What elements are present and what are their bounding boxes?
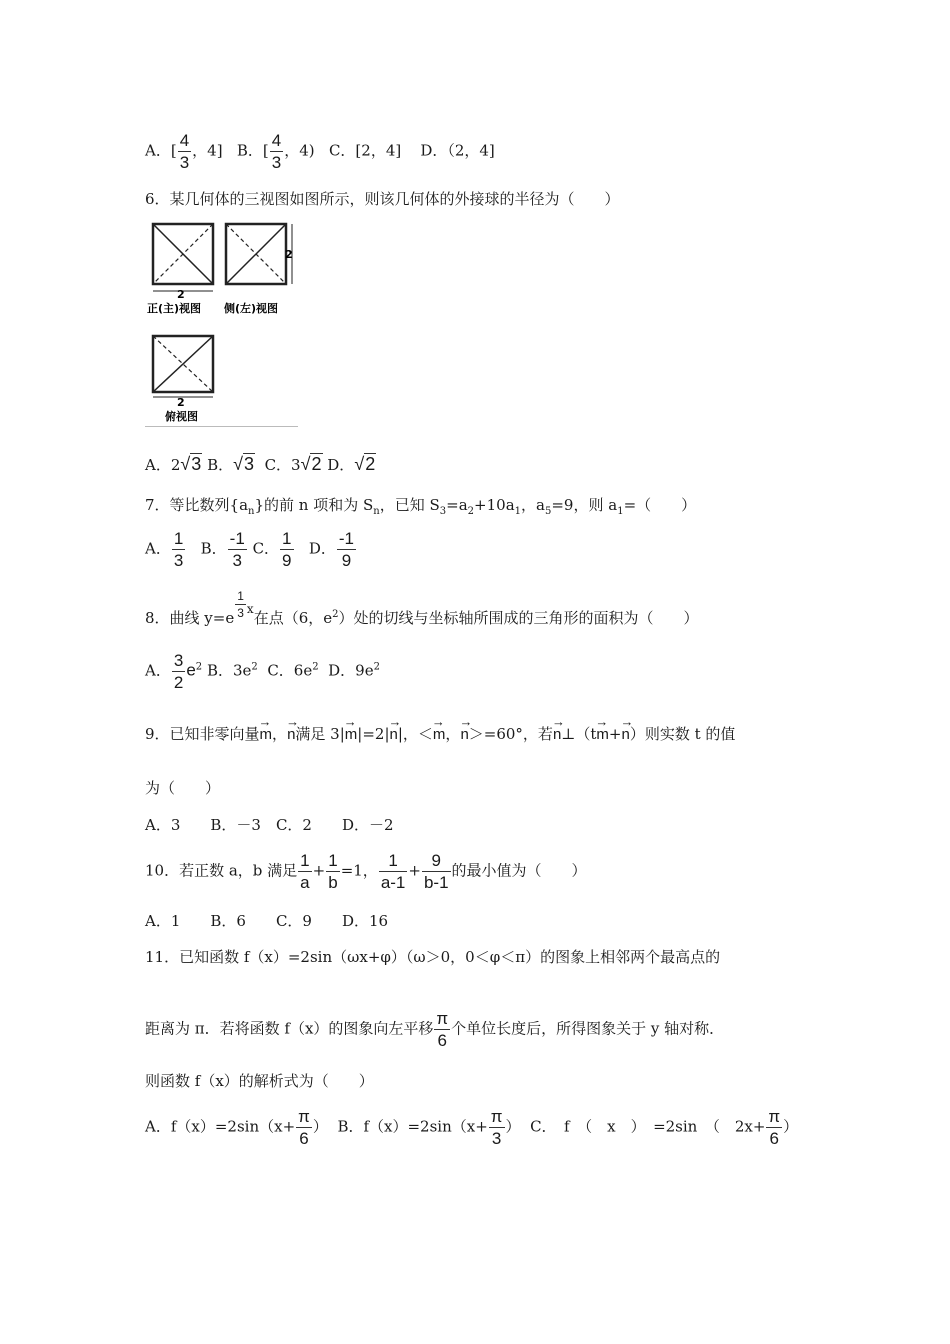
q11-options: A．f（x）=2sin（x+ $\frac{\pi}{6}$ ） B．f（x）=2sin（x+ $\frac{\pi}{3}$ ） C． f （ x ） =2sin （ 2x+ $\frac{\pi}{6}$ ）: [145, 1107, 799, 1148]
q8-options: A． $\frac{3}{2}$ $e^2$ B．$3e^2$ C．$6e^2$ D．$9e^2$: [145, 651, 380, 692]
q7-option-d: D．: [308, 539, 336, 558]
q11-stem: 11．已知函数 f（x）=2sin（ωx+φ）（ω＞0，0＜φ＜π）的图象上相邻两个最高点的: [145, 948, 721, 966]
q7-option-b: B．: [200, 539, 227, 558]
q8-option-b: B．3e: [206, 661, 252, 680]
svg-text:正(主)视图: 正(主)视图: [147, 302, 202, 315]
q10-options: A．1 B．6 C．9 D．16: [145, 912, 389, 930]
q6-option-c: C．3: [264, 456, 301, 474]
figure-divider: [145, 426, 298, 427]
q6-option-b: B．: [207, 456, 234, 474]
top-view: [145, 330, 235, 426]
q5-option-b: B．[: [236, 141, 269, 160]
q6-options: A．2√3 B．√3 C．3√2 D．√2: [145, 454, 376, 474]
q8-stem: 8．曲线 y=e $\frac{1}{3}$ $^x$在点（6，$e^2$）处的切线与坐标轴所围成的三角形的面积为（ ）: [145, 589, 699, 627]
svg-text:2: 2: [177, 288, 185, 301]
q5-a-fraction: $\frac{4}{3}$: [179, 131, 190, 172]
q8-option-c: C．6e: [267, 661, 313, 680]
q9-stem-cont: 为（ ）: [145, 779, 221, 797]
q8-option-a: A．: [145, 661, 171, 680]
q11-option-c: C． f （ x ） =2sin （ 2x+: [530, 1117, 766, 1136]
q11-stem-cont: 距离为 π．若将函数 f（x）的图象向左平移 $\frac{\pi}{6}$ 个单位长度后，所得图象关于 y 轴对称．: [145, 1009, 725, 1050]
q7-option-c: C．: [252, 539, 280, 558]
q9-stem: 9．已知非零向量→ m，→ n满足 3|→ m|=2|→ n|，＜→ m，→ n＞=60°，若→ n⊥（t→ m+→ n）则实数 t 的值: [145, 720, 735, 744]
q7-options: A． $\frac{1}{3}$ B． $\frac{-1}{3}$ C． $\frac{1}{9}$ D． $\frac{-1}{9}$: [145, 529, 354, 570]
q10-stem: 10．若正数 a，b 满足 $\frac{1}{a}$ + $\frac{1}{b}$ =1， $\frac{1}{a-1}$ + $\frac{9}{b-1}$ 的最小值为（ ）: [145, 851, 587, 892]
svg-text:2: 2: [177, 396, 185, 409]
q8-option-d: D．9e: [328, 661, 374, 680]
q6-stem: 6．某几何体的三视图如图所示，则该几何体的外接球的半径为（ ）: [145, 190, 620, 208]
side-view: [216, 218, 306, 318]
svg-text:侧(左)视图: 侧(左)视图: [224, 302, 279, 315]
q11-option-a: A．f（x）=2sin（x+: [145, 1117, 296, 1136]
q7-stem: 7．等比数列$\{a_n\}$的前 n 项和为 $S_n$，已知 $S_3=a_2+10a_1$，$a_5=9$，则 $a_1=$（ ）: [145, 496, 697, 517]
q11-option-b: B．f（x）=2sin（x+: [337, 1117, 488, 1136]
q7-option-a: A．: [145, 539, 171, 558]
q5-option-d: D．（2，4]: [420, 141, 495, 160]
svg-text:俯视图: 俯视图: [165, 410, 198, 423]
q6-option-d: D．: [327, 456, 355, 474]
top-view-figure: [145, 330, 235, 426]
svg-text:2: 2: [285, 248, 293, 261]
q9-options: A．3 B．－3 C．2 D．－2: [145, 816, 394, 834]
q6-option-a: A．2: [145, 456, 181, 474]
q5-b-fraction: $\frac{4}{3}$: [271, 131, 282, 172]
side-view-figure: [216, 218, 306, 318]
q11-stem-cont2: 则函数 f（x）的解析式为（ ）: [145, 1072, 374, 1090]
q5-options: A．[ $\frac{4}{3}$ ，4] B．[ $\frac{4}{3}$ ，4) C．[2，4] D．（2，4]: [145, 131, 495, 172]
q5-option-a: A．[: [145, 141, 177, 160]
q5-option-c: C．[2，4]: [328, 141, 402, 160]
